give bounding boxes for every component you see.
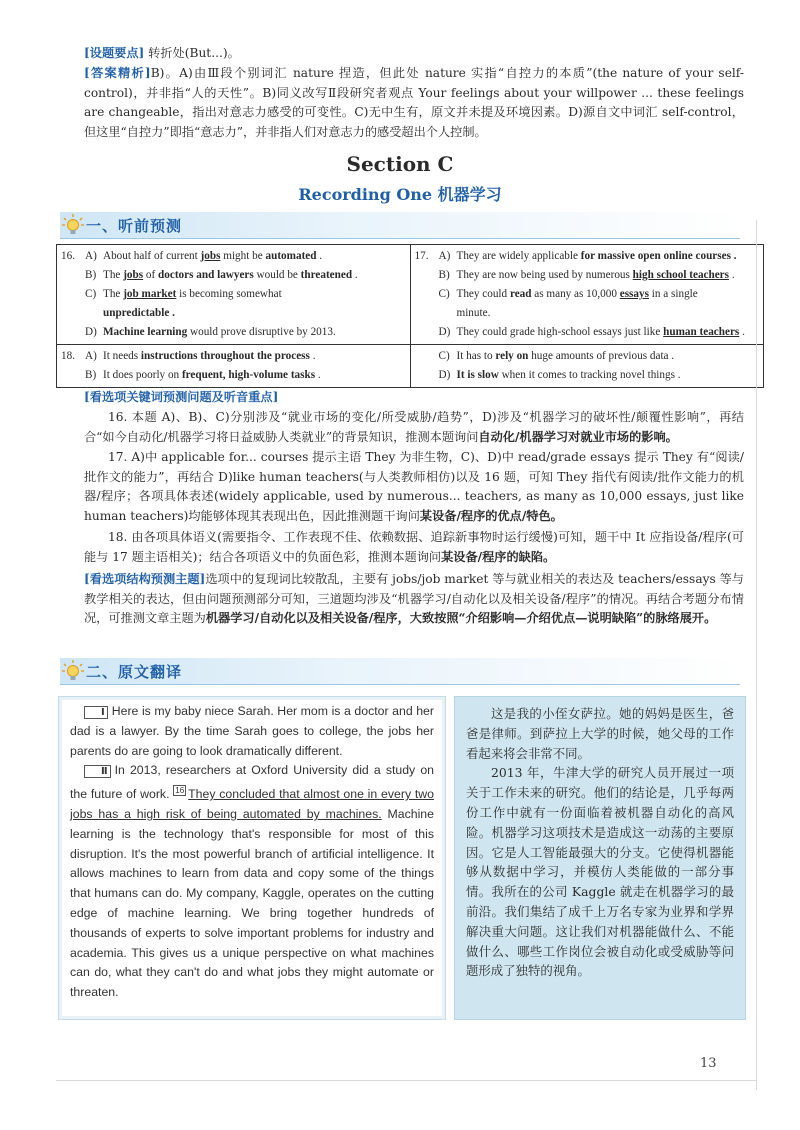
q17-option-d: [415, 323, 760, 342]
paragraph-number: Ⅱ: [84, 765, 111, 778]
analysis-18-conclusion: 某设备/程序的缺陷。: [441, 549, 556, 564]
question-marker: 16: [175, 786, 185, 796]
analysis-tag-1: [84, 388, 744, 408]
english-key-sentence: They concluded that almost one in every two jobs has a high risk of being automated by machines.: [70, 787, 434, 822]
answer-analysis-tag: [答案精析]: [84, 66, 151, 80]
q16-b-keyword: threatened: [300, 269, 353, 281]
q18-b-text: .: [315, 369, 321, 381]
answer-analysis-text: B)。A)由Ⅲ段个别词汇 nature 捏造，但此处 nature 实指“自控力的本质”(the nature of your self-control)，并非指“人的天性”。B)同义改写Ⅱ段研究者观点 Your feelings about your willpower ... these feelings are changeable，指出对意志力感受的可变性。C)无中生有，原文并未提及环境因素。D)源自文中词汇 self-control，但这里“自控力”即指“意志力”，并非指人们对意志力的感受超出个人控制。: [84, 66, 744, 139]
chinese-translation: [466, 704, 734, 981]
option-letter: C): [438, 288, 450, 300]
q17-c-continuation: minute.: [456, 307, 491, 319]
q18-d-keyword: It is slow: [456, 369, 499, 381]
english-paragraph-1: [70, 702, 434, 761]
banner-translation: [60, 658, 740, 685]
structure-analysis-tag: [看选项结构预测主题]: [84, 572, 206, 586]
q17-a-text: They are widely applicable: [456, 250, 578, 262]
q16-option-a: [61, 247, 406, 266]
question-17-options: [410, 245, 764, 345]
q16-option-c: [61, 285, 406, 304]
q18-a-keyword: instructions throughout the process: [140, 350, 310, 362]
q18-d-text: when it comes to tracking novel things .: [498, 369, 681, 381]
q17-number: 17.: [414, 250, 429, 262]
q16-b-keyword: doctors and lawyers: [158, 269, 254, 281]
q16-d-keyword: Machine learning: [103, 326, 188, 338]
question-18-options-right: [410, 345, 764, 388]
page-footer-line: [56, 1080, 756, 1081]
q17-c-keyword: read: [509, 288, 532, 300]
q18-option-b: [61, 366, 406, 385]
q17-c-text: They could: [456, 288, 510, 300]
option-letter: A): [85, 250, 97, 262]
analysis-16-text: 16. 本题 A)、B)、C)分别涉及“就业市场的变化/所受威胁/趋势”，D)涉及“机器学习的破坏性/颠覆性影响”，再结合“如今自动化/机器学习将日益威胁人类就业”的背景知识，推测本题询问: [84, 410, 744, 444]
answer-analysis-paragraph: [84, 64, 744, 142]
q17-b-text: They are now being used by numerous: [456, 269, 633, 281]
q18-option-a: [61, 347, 406, 366]
q17-b-keyword: high school teachers: [632, 269, 730, 281]
option-letter: D): [438, 369, 451, 381]
paragraph-number: Ⅰ: [84, 706, 108, 719]
design-point-paragraph: [84, 44, 744, 64]
option-letter: A): [438, 250, 451, 262]
option-letter: D): [438, 326, 451, 338]
q17-option-a: [415, 247, 760, 266]
analysis-theme-conclusion: 机器学习/自动化以及相关设备/程序，大致按照“介绍影响—介绍优点—说明缺陷”的脉络展开。: [205, 611, 717, 625]
q18-c-text: It has to: [456, 350, 496, 362]
lightbulb-icon: [60, 212, 86, 238]
q18-b-text: It does poorly on: [103, 369, 182, 381]
q16-a-text: About half of current: [103, 250, 201, 262]
analysis-18-text: 18. 由各项具体语义(需要指令、工作表现不佳、依赖数据、追踪新事物时运行缓慢)可知，题干中 It 应指设备/程序(可能与 17 题主语相关)；结合各项语义中的负面色彩，推测本题询问: [84, 530, 744, 564]
q17-d-keyword: human teachers: [663, 326, 740, 338]
q16-a-text: might be: [220, 250, 266, 262]
q16-option-d: [61, 323, 406, 342]
banner-pre-listening: [60, 212, 740, 239]
option-letter: A): [85, 350, 97, 362]
page-margin-line: [756, 220, 757, 1090]
option-letter: B): [438, 269, 450, 281]
chinese-paragraph-1: 这是我的小侄女萨拉。她的妈妈是医生，爸爸是律师。到萨拉上大学的时候，她父母的工作看起来将会非常不同。: [466, 706, 734, 761]
question-16-options: [57, 245, 411, 345]
chinese-paragraph-2: 2013 年，牛津大学的研究人员开展过一项关于工作未来的研究。他们的结论是，几乎每两份工作中就有一份面临着被机器自动化的高风险。机器学习这项技术是造成这一动荡的主要原因。它是人工智能最强大的分支。它使得机器能够从数据中学习，并模仿人类能做的一部分事情。我所在的公司 Kaggle 就走在机器学习的最前沿。我们集结了成千上万名专家为业界和学界解决重大问题。这让我们对机器能做什么、不能做什么、哪些工作岗位会被自动化或受威胁等问题形成了独特的视角。: [466, 765, 734, 979]
question-18-options-left: [57, 345, 411, 388]
english-paragraph-1-text: Here is my baby niece Sarah. Her mom is a doctor and her dad is a lawyer. By the time Sarah goes to college, the jobs her parents do are going to look dramatically different.: [70, 704, 434, 758]
recording-title: Recording One 机器学习: [298, 185, 502, 204]
q18-option-d: [415, 366, 760, 385]
option-letter: B): [85, 269, 97, 281]
option-letter: D): [85, 326, 97, 338]
q16-number: 16.: [61, 250, 75, 262]
page-number: 13: [700, 1056, 717, 1071]
q16-b-text: of: [143, 269, 159, 281]
analysis-18: [84, 528, 744, 567]
design-point-text: 转折处(But...)。: [148, 46, 240, 60]
q16-b-text: would be: [253, 269, 301, 281]
q17-c-keyword: essays: [619, 288, 649, 300]
english-transcript: [70, 702, 434, 1003]
q16-c-keyword: job market: [123, 288, 177, 300]
q17-c-text: in a single: [648, 288, 698, 300]
design-point-tag: [设题要点]: [84, 46, 145, 60]
lightbulb-icon: [60, 658, 86, 684]
q18-a-text: It needs: [103, 350, 141, 362]
q18-c-text: huge amounts of previous data .: [528, 350, 675, 362]
analysis-16-conclusion: 自动化/机器学习对就业市场的影响。: [478, 429, 678, 444]
q16-d-text: would prove disruptive by 2013.: [187, 326, 336, 338]
q16-a-keyword: jobs: [200, 250, 221, 262]
options-table: [56, 244, 764, 388]
q16-b-text: .: [352, 269, 358, 281]
q16-b-keyword: jobs: [123, 269, 144, 281]
q17-d-text: .: [739, 326, 745, 338]
q16-a-text: .: [316, 250, 323, 262]
q18-c-keyword: rely on: [495, 350, 529, 362]
q16-b-text: The: [103, 269, 124, 281]
keyword-analysis-tag: [看选项关键词预测问题及听音重点]: [84, 390, 279, 404]
q17-option-b: [415, 266, 760, 285]
option-letter: B): [85, 369, 97, 381]
analysis-theme-text: 选项中的复现词比较散乱，主要有 jobs/job market 等与就业相关的表达及 teachers/essays 等与教学相关的表达，但由问题预测部分可知，三道题均涉及“机器学习/自动化以及相关设备/程序”的情况。再结合考题分布情况，可推测文章主题为: [84, 572, 744, 625]
banner-pre-listening-label: 一、听前预测: [86, 217, 183, 235]
q16-c-continuation: unpredictable .: [103, 307, 175, 319]
q17-option-c: [415, 285, 760, 304]
english-paragraph-2-text: Machine learning is the technology that's responsible for most of this disruption. It's the most powerful branch of artificial intelligence. It allows machines to learn from data and copy some of the things that humans can do. My company, Kaggle, operates on the cutting edge of machine learning. We bring together hundreds of thousands of experts to solve important problems for industry and academia. This gives us a unique perspective on what machines can do, what they can't do and what jobs they might automate or threaten.: [70, 807, 434, 1000]
analysis-theme: [84, 570, 744, 629]
q17-a-keyword: for massive open online courses .: [577, 250, 737, 262]
q16-option-b: [61, 266, 406, 285]
q16-c-text: is becoming somewhat: [176, 288, 282, 300]
analysis-16: [84, 408, 744, 447]
q16-a-keyword: automated: [265, 250, 317, 262]
analysis-17-conclusion: 某设备/程序的优点/特色。: [419, 508, 563, 523]
q17-d-text: They could grade high-school essays just like: [456, 326, 664, 338]
section-title: Section C: [346, 152, 454, 176]
q16-c-text: The: [103, 288, 124, 300]
q18-b-keyword: frequent, high-volume tasks: [181, 369, 316, 381]
banner-translation-label: 二、原文翻译: [86, 663, 183, 681]
option-letter: C): [85, 288, 97, 300]
q18-a-text: .: [309, 350, 316, 362]
analysis-17-text: 17. A)中 applicable for... courses 提示主语 They 为非生物，C)、D)中 read/grade essays 提示 They 有“阅读/批作文的能力”，再结合 D)like human teachers(与人类教师相仿)以及 16 题，可知 They 指代有阅读/批作文能力的机器/程序；各项具体表述(widely applicable, used by numerous... teachers, as many as 10,000 essays, just like human teachers)均能够体现其表现出色，因此推测题干询问: [84, 450, 744, 523]
english-paragraph-2-text: In 2013, researchers at Oxford University did a study on the future of work.: [70, 763, 434, 802]
analysis-17: [84, 448, 744, 526]
q18-option-c: [415, 347, 760, 366]
q17-c-text: as many as 10,000: [531, 288, 620, 300]
option-letter: C): [438, 350, 450, 362]
q17-b-text: .: [729, 269, 735, 281]
english-paragraph-2: [70, 761, 434, 1003]
q18-number: 18.: [61, 350, 75, 362]
